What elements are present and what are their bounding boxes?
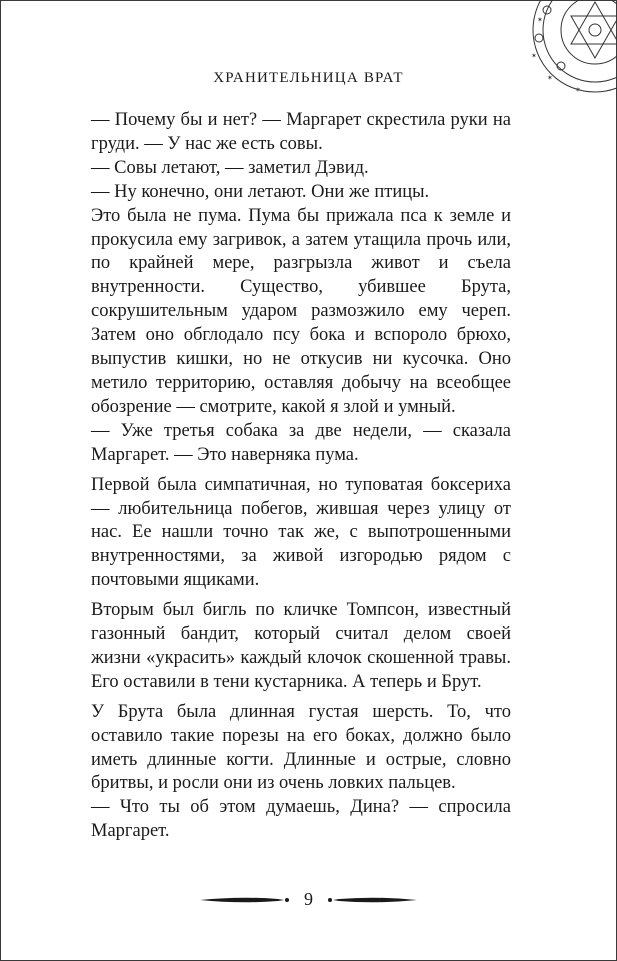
svg-text:✶: ✶ (531, 52, 537, 60)
paragraph: — Уже третья собака за две недели, — сказала Маргарет. — Это наверняка пума. (91, 420, 511, 465)
body-text (91, 109, 511, 844)
right-ornament-icon (327, 893, 417, 907)
paragraph: У Брута была длинная густая шерсть. То, что оставило такие порезы на его боках, должно было иметь длинные когти. Длинные и острые, словно бритвы, и росли они из очень ловких пальцев. (91, 701, 511, 794)
page-number-footer (0, 889, 617, 910)
svg-text:✶: ✶ (547, 74, 553, 82)
left-ornament-icon (200, 893, 290, 907)
paragraph: — Ну конечно, они летают. Они же птицы. (91, 181, 430, 202)
paragraph: — Совы летают, — заметил Дэвид. (91, 157, 369, 178)
paragraph: Вторым был бигль по кличке Томпсон, известный газонный бандит, который считал делом своей жизни «украсить» каждый клочок скошенной травы. Его оставили в тени кустарника. А теперь и Брут. (91, 600, 511, 692)
paragraph: — Что ты об этом думаешь, Дина? — спросила Маргарет. (91, 797, 511, 842)
svg-text:✶: ✶ (575, 86, 581, 94)
paragraph: — Почему бы и нет? — Маргарет скрестила руки на груди. — У нас же есть совы. (91, 110, 511, 154)
running-head: ХРАНИТЕЛЬНИЦА ВРАТ (213, 70, 404, 86)
page-number: 9 (304, 889, 313, 909)
paragraph: Первой была симпатичная, но туповатая боксериха — любительница побегов, жившая через улицу от нас. Ее нашли точно так же, с выпотрошенными внутренностями, за живой изгородью рядом с почтовыми ящиками. (91, 474, 511, 591)
paragraph: Это была не пума. Пума бы прижала пса к земле и прокусила ему загривок, а затем утащила прочь или, по крайней мере, разгрызла живот и съела внутренности. Существо, убившее Брута, сокрушительным ударом размозжило ему череп. Затем оно обглодало псу бока и вспороло брюхо, выпустив кишки, но не откусив ни кусочка. Оно метило территорию, оставляя добычу на всеобщее обозрение — смотрите, какой я злой и умный. (91, 205, 511, 417)
svg-text:✶: ✶ (537, 16, 543, 24)
